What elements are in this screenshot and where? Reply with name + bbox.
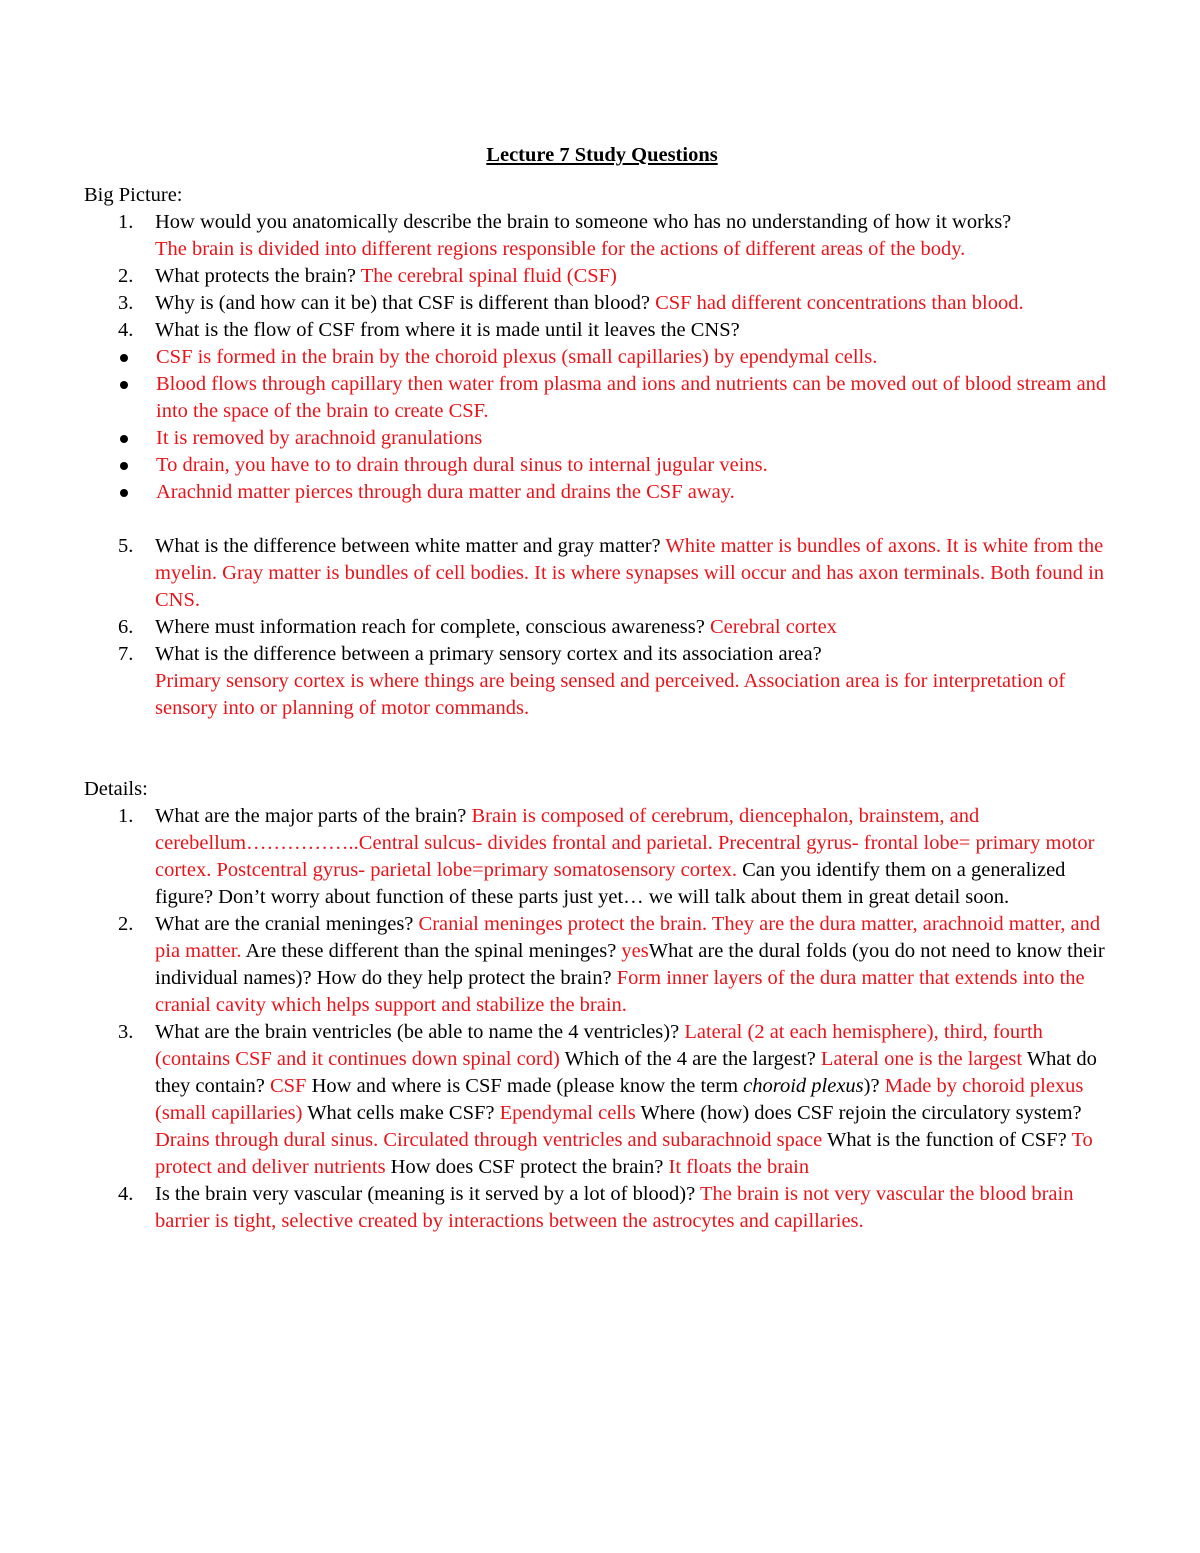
question-text: Where (how) does CSF rejoin the circulatory system? <box>635 1102 1082 1124</box>
answer-text: The brain is divided into different regions responsible for the actions of different areas of the body. <box>155 238 966 260</box>
list-item <box>84 911 1120 1019</box>
question-text: )? <box>863 1075 885 1097</box>
question-text: What protects the brain? <box>155 265 361 287</box>
question-text: What cells make CSF? <box>302 1102 500 1124</box>
list-item <box>84 803 1120 911</box>
question-text: Is the brain very vascular (meaning is it served by a lot of blood)? <box>155 1183 700 1205</box>
question-text: What is the flow of CSF from where it is made until it leaves the CNS? <box>155 319 740 341</box>
question-text: Why is (and how can it be) that CSF is different than blood? <box>155 292 656 314</box>
item-number: 3. <box>118 292 134 314</box>
answer-text: yes <box>621 940 649 962</box>
answer-text: Drains through dural sinus. Circulated through ventricles and subarachnoid space <box>155 1129 823 1151</box>
list-item <box>84 263 1120 290</box>
bullet-text: Arachnid matter pierces through dura matter and drains the CSF away. <box>156 481 735 503</box>
list-item <box>84 1181 1120 1235</box>
item-number: 4. <box>118 319 134 341</box>
answer-text: The brain is not very vascular the blood brain barrier is tight, selective created by interactions between the astrocytes and capillaries. <box>155 1183 1074 1232</box>
item-number: 2. <box>118 265 134 287</box>
answer-text: Made by choroid plexus (small capillaries) <box>155 1075 1084 1124</box>
bullet-icon <box>120 354 128 362</box>
bullet-item <box>84 371 1120 425</box>
item-number: 5. <box>118 535 134 557</box>
answer-text: Lateral (2 at each hemisphere), third, fourth (contains CSF and it continues down spinal cord) <box>155 1021 1043 1070</box>
answer-text: Cranial meninges protect the brain. They are the dura matter, arachnoid matter, and pia matter. <box>155 913 1101 962</box>
bullet-text: It is removed by arachnoid granulations <box>156 427 483 449</box>
item-text <box>155 1183 1073 1232</box>
bullet-icon <box>120 489 128 497</box>
list-item <box>84 641 1120 722</box>
spacer <box>84 722 1120 776</box>
answer-text: Ependymal cells <box>499 1102 636 1124</box>
item-number: 1. <box>118 211 134 233</box>
item-number: 2. <box>118 913 134 935</box>
bullet-text: CSF is formed in the brain by the choroid plexus (small capillaries) by ependymal cells. <box>156 346 878 368</box>
question-text: Where must information reach for complete, conscious awareness? <box>155 616 710 638</box>
question-text: Can you identify them on a generalized figure? Don’t worry about function of these parts just yet… we will talk about them in great detail soon. <box>155 859 1066 908</box>
answer-text: Form inner layers of the dura matter that extends into the cranial cavity which helps support and stabilize the brain. <box>155 967 1085 1016</box>
answer-text: CSF <box>269 1075 307 1097</box>
item-text <box>155 805 1094 908</box>
list-item <box>84 614 1120 641</box>
question-text: What is the difference between white matter and gray matter? <box>155 535 666 557</box>
big-picture-list <box>84 209 1120 344</box>
question-text: How and where is CSF made (please know the term <box>306 1075 744 1097</box>
bullet-item <box>84 479 1120 506</box>
item-number: 4. <box>118 1183 134 1205</box>
bullet-icon <box>120 462 128 470</box>
list-item <box>84 317 1120 344</box>
document-title: Lecture 7 Study Questions <box>486 144 718 166</box>
bullet-text: Blood flows through capillary then water from plasma and ions and nutrients can be moved out of blood stream and into the space of the brain to create CSF. <box>156 373 1107 422</box>
question-text: What is the difference between a primary sensory cortex and its association area? <box>155 643 822 665</box>
answer-text: CSF had different concentrations than blood. <box>655 292 1024 314</box>
question-text: What are the major parts of the brain? <box>155 805 472 827</box>
answer-text: Primary sensory cortex is where things are being sensed and perceived. Association area is for interpretation of sensory into or planning of motor commands. <box>155 670 1066 719</box>
answer-text: The cerebral spinal fluid (CSF) <box>360 265 617 287</box>
question-text: What is the function of CSF? <box>822 1129 1072 1151</box>
question-text: What are the dural folds (you do not need to know their individual names)? How do they help protect the brain? <box>155 940 1105 989</box>
item-text <box>155 913 1105 1016</box>
details-heading: Details: <box>84 778 148 800</box>
question-text: What are the brain ventricles (be able to name the 4 ventricles)? <box>155 1021 685 1043</box>
document-page <box>84 140 1120 1235</box>
item-number: 7. <box>118 643 134 665</box>
bullet-icon <box>120 381 128 389</box>
list-item <box>84 290 1120 317</box>
spacer <box>84 506 1120 533</box>
question-text: Are these different than the spinal meninges? <box>241 940 622 962</box>
bullet-icon <box>120 435 128 443</box>
question-text: Which of the 4 are the largest? <box>559 1048 821 1070</box>
item-number: 3. <box>118 1021 134 1043</box>
item-number: 6. <box>118 616 134 638</box>
answer-text: Cerebral cortex <box>710 616 837 638</box>
list-item <box>84 1019 1120 1181</box>
question-text: choroid plexus <box>743 1075 864 1097</box>
answer-text: White matter is bundles of axons. It is white from the myelin. Gray matter is bundles of cell bodies. It is where synapses will occur and has axon terminals. Both found in CNS. <box>155 535 1105 611</box>
question-text: How does CSF protect the brain? <box>385 1156 669 1178</box>
bullet-item <box>84 425 1120 452</box>
answer-text: Lateral one is the largest <box>820 1048 1023 1070</box>
csf-flow-bullets <box>84 344 1120 506</box>
answer-text: It floats the brain <box>668 1156 810 1178</box>
item-number: 1. <box>118 805 134 827</box>
details-list <box>84 803 1120 1235</box>
bullet-text: To drain, you have to to drain through dural sinus to internal jugular veins. <box>156 454 768 476</box>
question-text: What do they contain? <box>155 1048 1097 1097</box>
list-item <box>84 209 1120 263</box>
list-item <box>84 533 1120 614</box>
question-text: What are the cranial meninges? <box>155 913 419 935</box>
bullet-item <box>84 452 1120 479</box>
big-picture-heading: Big Picture: <box>84 184 183 206</box>
question-text: How would you anatomically describe the brain to someone who has no understanding of how it works? <box>155 211 1012 233</box>
answer-text: Brain is composed of cerebrum, diencephalon, brainstem, and cerebellum……………..Central sulcus- divides frontal and parietal. Precentral gyrus- frontal lobe= primary motor cortex. Postcentral gyrus- parietal lobe=primary somatosensory cortex. <box>155 805 1095 881</box>
bullet-item <box>84 344 1120 371</box>
big-picture-list-continued <box>84 533 1120 722</box>
answer-text: To protect and deliver nutrients <box>155 1129 1093 1178</box>
item-text <box>155 1021 1097 1178</box>
